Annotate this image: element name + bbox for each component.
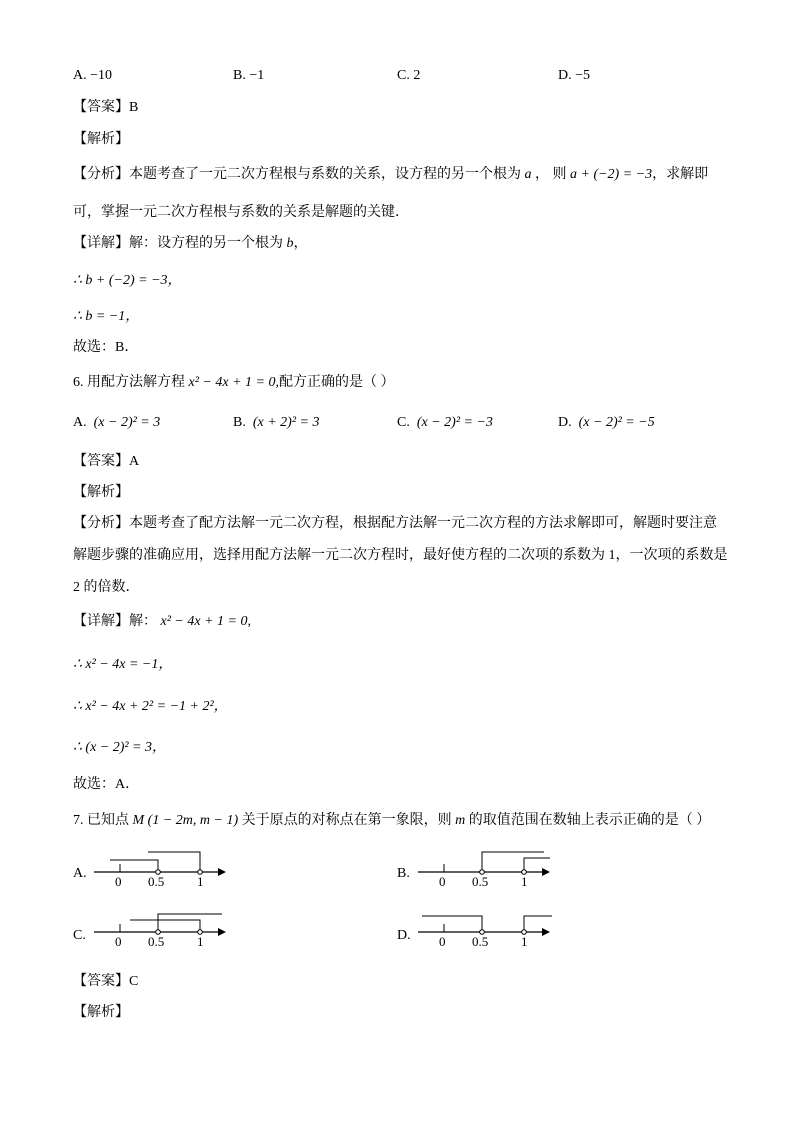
q7-b-tick-1: 1 bbox=[521, 874, 528, 889]
q7-stem-text-3: 的取值范围在数轴上表示正确的是（ ） bbox=[468, 813, 711, 828]
q5-analysis-heading: 【解析】 bbox=[73, 132, 129, 147]
q5-analysis-text: 【分析】本题考查了一元二次方程根与系数的关系，设方程的另一个根为 bbox=[73, 167, 521, 182]
q5-analysis-line1 bbox=[73, 166, 708, 184]
q6-stem-text: 6. 用配方法解方程 bbox=[73, 375, 185, 390]
q5-var-a: a bbox=[524, 167, 532, 182]
q5-detail-text: 【详解】解：设方程的另一个根为 bbox=[73, 236, 283, 251]
q5-step1: ∴ b + (−2) = −3， bbox=[73, 273, 182, 288]
q5-option-c: C. 2 bbox=[397, 68, 421, 83]
q5-answer: 【答案】B bbox=[73, 100, 139, 115]
q5-var-b: b bbox=[286, 236, 294, 251]
q5-detail-comma: ， bbox=[293, 236, 308, 251]
q6-option-c bbox=[397, 414, 493, 432]
q7-d-tick-05: 0.5 bbox=[472, 934, 489, 949]
q6-step3: ∴ (x − 2)² = 3， bbox=[73, 740, 167, 755]
q7-option-b-label: B. bbox=[397, 866, 410, 881]
q7-stem-text: 7. 已知点 bbox=[73, 813, 129, 828]
q6-option-c-expr: (x − 2)² = −3 bbox=[416, 415, 493, 430]
range-left-of-half bbox=[110, 860, 158, 872]
q6-option-a-expr: (x − 2)² = 3 bbox=[93, 415, 161, 430]
q7-a-tick-05: 0.5 bbox=[148, 874, 165, 889]
q7-d-tick-0: 0 bbox=[439, 934, 446, 949]
axis-arrow-icon bbox=[542, 868, 550, 876]
q7-option-d-label: D. bbox=[397, 928, 411, 943]
q7-b-tick-0: 0 bbox=[439, 874, 446, 889]
q6-stem bbox=[73, 374, 394, 392]
q6-stem-text-2: 配方正确的是（ ） bbox=[278, 375, 395, 390]
q6-analysis-line3: 2 的倍数． bbox=[73, 580, 140, 595]
q6-option-a bbox=[73, 414, 160, 432]
q6-detail-equation: x² − 4x + 1 = 0, bbox=[160, 614, 251, 629]
range-right-of-one bbox=[524, 916, 552, 932]
q6-detail bbox=[73, 613, 251, 631]
q7-a-tick-0: 0 bbox=[115, 874, 122, 889]
q6-option-b-expr: (x + 2)² = 3 bbox=[252, 415, 320, 430]
q6-option-a-label: A. bbox=[73, 415, 87, 430]
q7-c-tick-05: 0.5 bbox=[148, 934, 165, 949]
q5-option-b: B. −1 bbox=[233, 68, 265, 83]
q6-option-d-expr: (x − 2)² = −5 bbox=[578, 415, 655, 430]
q5-detail bbox=[73, 235, 308, 253]
q5-step2: ∴ b = −1， bbox=[73, 309, 140, 324]
range-left-of-one bbox=[130, 920, 200, 932]
q7-point-m: M (1 − 2m, m − 1) bbox=[132, 813, 239, 828]
q6-detail-text: 【详解】解： bbox=[73, 614, 157, 629]
q6-choice: 故选：A． bbox=[73, 777, 140, 792]
range-right-of-half bbox=[482, 852, 544, 872]
q7-option-a-label: A. bbox=[73, 866, 87, 881]
range-right-of-one bbox=[524, 858, 550, 872]
q7-answer: 【答案】C bbox=[73, 974, 139, 989]
q7-a-tick-1: 1 bbox=[197, 874, 204, 889]
q6-option-c-label: C. bbox=[397, 415, 410, 430]
q5-analysis-text-3: ，求解即 bbox=[652, 167, 709, 182]
q6-stem-equation: x² − 4x + 1 = 0, bbox=[188, 375, 279, 390]
q6-option-b bbox=[233, 414, 319, 432]
q6-option-d bbox=[558, 414, 655, 432]
q6-analysis-line2: 解题步骤的准确应用，选择用配方法解一元二次方程时，最好使方程的二次项的系数为 1，一次项的系数是 bbox=[73, 548, 728, 563]
axis-arrow-icon bbox=[218, 928, 226, 936]
q6-analysis-line1: 【分析】本题考查了配方法解一元二次方程，根据配方法解一元二次方程的方法求解即可，解题时要注意 bbox=[73, 516, 717, 531]
q6-step1: ∴ x² − 4x = −1， bbox=[73, 657, 173, 672]
q6-answer: 【答案】A bbox=[73, 454, 140, 469]
axis-arrow-icon bbox=[542, 928, 550, 936]
q7-stem bbox=[73, 812, 710, 830]
q7-analysis-heading: 【解析】 bbox=[73, 1005, 129, 1020]
q5-equation: a + (−2) = −3 bbox=[570, 167, 653, 182]
q6-step2: ∴ x² − 4x + 2² = −1 + 2²， bbox=[73, 699, 228, 714]
q5-option-d: D. −5 bbox=[558, 68, 591, 83]
q6-option-b-label: B. bbox=[233, 415, 246, 430]
q7-b-tick-05: 0.5 bbox=[472, 874, 489, 889]
range-left-of-one bbox=[148, 852, 200, 872]
q5-analysis-text-2: ， 则 bbox=[535, 167, 567, 182]
q5-option-a: A. −10 bbox=[73, 68, 113, 83]
range-right-of-half bbox=[158, 914, 222, 932]
q7-var-m: m bbox=[455, 813, 466, 828]
q7-c-tick-0: 0 bbox=[115, 934, 122, 949]
range-left-of-half bbox=[422, 916, 482, 932]
q7-d-tick-1: 1 bbox=[521, 934, 528, 949]
axis-arrow-icon bbox=[218, 868, 226, 876]
q6-analysis-heading: 【解析】 bbox=[73, 485, 129, 500]
q7-stem-text-2: 关于原点的对称点在第一象限，则 bbox=[241, 813, 452, 828]
q6-option-d-label: D. bbox=[558, 415, 572, 430]
q5-analysis-line2: 可，掌握一元二次方程根与系数的关系是解题的关键． bbox=[73, 205, 409, 220]
q5-choice: 故选：B． bbox=[73, 340, 139, 355]
q7-option-c-label: C. bbox=[73, 928, 86, 943]
q7-c-tick-1: 1 bbox=[197, 934, 204, 949]
